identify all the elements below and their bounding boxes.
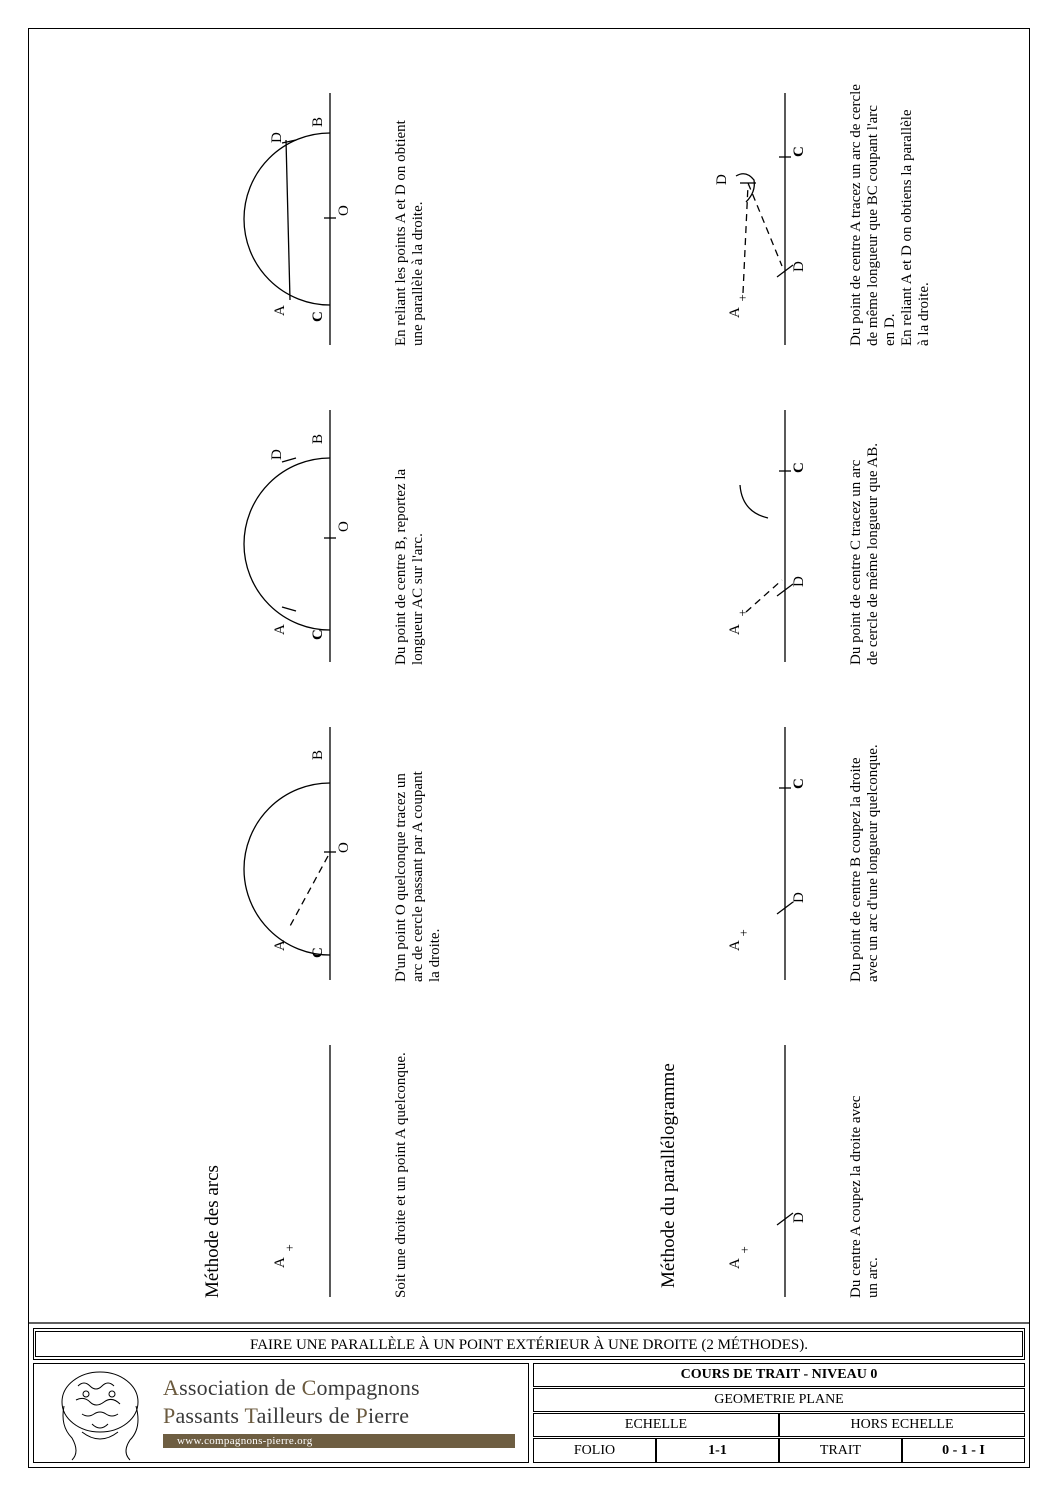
org-word: de [328,1403,350,1428]
label-c-para-4: C [791,146,807,157]
folio-label-cell: FOLIO [533,1438,656,1463]
caption-line: à la droite. [916,282,932,346]
org-word: Pierre [355,1403,410,1428]
label-o-arcs-4: O [336,205,352,216]
caption-para-1 [848,1096,882,1298]
org-url[interactable]: www.compagnons-pierre.org [163,1434,515,1448]
caption-arcs-4 [393,120,427,346]
label-a-para-1: A [727,1258,743,1269]
label-b-arcs-4: B [310,116,326,127]
org-name-line2 [163,1403,409,1429]
caption-line: Du point de centre C tracez un arc [848,459,864,665]
plus-para-3: + [739,605,747,620]
course-cell: COURS DE TRAIT - NIVEAU 0 [533,1363,1025,1387]
caption-para-2 [848,744,882,982]
arc-d-para-4 [736,174,754,202]
caption-line: en D. [882,313,898,346]
label-d-para-1: D [791,1212,807,1223]
scale-value-cell: HORS ECHELLE [779,1413,1025,1437]
heading-arcs-method: Méthode des arcs [202,1165,223,1298]
org-word: Tailleurs [244,1403,323,1428]
plus-arcs-1: + [286,1240,294,1255]
trait-label-cell: TRAIT [779,1438,902,1463]
caption-arcs-1 [393,1052,410,1298]
org-word: Compagnons [301,1375,420,1400]
dashed-dc-para-4 [748,183,782,266]
caption-line: avec un arc d'une longueur quelconque. [865,744,881,982]
org-name-line1 [163,1375,420,1401]
caption-line: la droite. [427,928,443,982]
label-d-arcs-3: D [269,449,285,460]
org-word: Passants [163,1403,240,1428]
label-b-arcs-3: B [310,433,326,444]
caption-arcs-2 [393,771,444,982]
scale-label-cell: ECHELLE [533,1413,779,1437]
plus-para-2: + [740,925,748,940]
caption-line: Du point de centre A tracez un arc de cercle [848,84,864,346]
arc-para-3 [740,485,768,518]
tick-a-arcs-3 [282,607,296,611]
label-c-arcs-3: C [310,629,326,640]
plus-para-1: + [741,1242,749,1257]
dashed-ad-para-3 [746,580,782,612]
logo-icon [52,1366,162,1462]
label-c-para-3: C [791,462,807,473]
org-word: de [274,1375,296,1400]
heading-parallelogram-method: Méthode du parallélogramme [658,1063,679,1288]
org-word: Association [163,1375,270,1400]
caption-line: longueur AC sur l'arc. [410,533,426,665]
line-ad-arcs-4 [286,140,290,300]
label-a-arcs-2: A [272,940,288,951]
label-o-arcs-3: O [336,521,352,532]
label-o-arcs-2: O [336,842,352,853]
label-c-arcs-4: C [310,311,326,322]
label-d-para-3: D [791,576,807,587]
caption-line: En reliant les points A et D on obtient [393,120,409,346]
caption-line: Du point de centre B coupez la droite [848,757,864,982]
caption-line: D'un point O quelconque tracez un [393,773,409,982]
caption-line: Du point de centre B, reportez la [393,468,409,665]
caption-line: un arc. [865,1257,881,1298]
caption-line: En reliant A et D on obtiens la parallèle [899,109,915,346]
label-a-arcs-4: A [272,305,288,316]
caption-line: arc de cercle passant par A coupant [410,771,426,982]
folio-value-cell: 1-1 [656,1438,779,1463]
caption-line: Du centre A coupez la droite avec [848,1095,864,1298]
caption-line: de cercle de même longueur que AB. [865,443,881,665]
trait-value-cell: 0 - 1 - I [902,1438,1025,1463]
label-d-para-4: D [791,261,807,272]
semicircle-arcs-2 [244,783,330,955]
label-a-arcs-1: A [272,1257,288,1268]
label-a-para-2: A [727,940,743,951]
semicircle-arcs-3 [244,458,330,630]
label-b-arcs-2: B [310,749,326,760]
caption-arcs-3 [393,469,427,665]
label-d2-para-4: D [714,174,730,185]
label-a-para-3: A [727,624,743,635]
sheet-title: FAIRE UNE PARALLÈLE À UN POINT EXTÉRIEUR À UNE DROITE (2 MÉTHODES). [35,1331,1023,1357]
caption-para-3 [848,443,882,665]
label-a-para-4: A [727,307,743,318]
label-c-arcs-2: C [310,947,326,958]
caption-para-4 [848,84,933,346]
plus-para-4: + [739,290,747,305]
label-c-para-2: C [791,778,807,789]
label-a-arcs-3: A [272,624,288,635]
caption-line: une parallèle à la droite. [410,201,426,346]
dashed-oa-arcs-2 [289,856,328,928]
label-d-para-2: D [791,892,807,903]
caption-line: de même longueur que BC coupant l'arc [865,105,881,346]
subject-cell: GEOMETRIE PLANE [533,1388,1025,1412]
label-d-arcs-4: D [269,132,285,143]
caption-line: Soit une droite et un point A quelconque. [393,1052,409,1298]
